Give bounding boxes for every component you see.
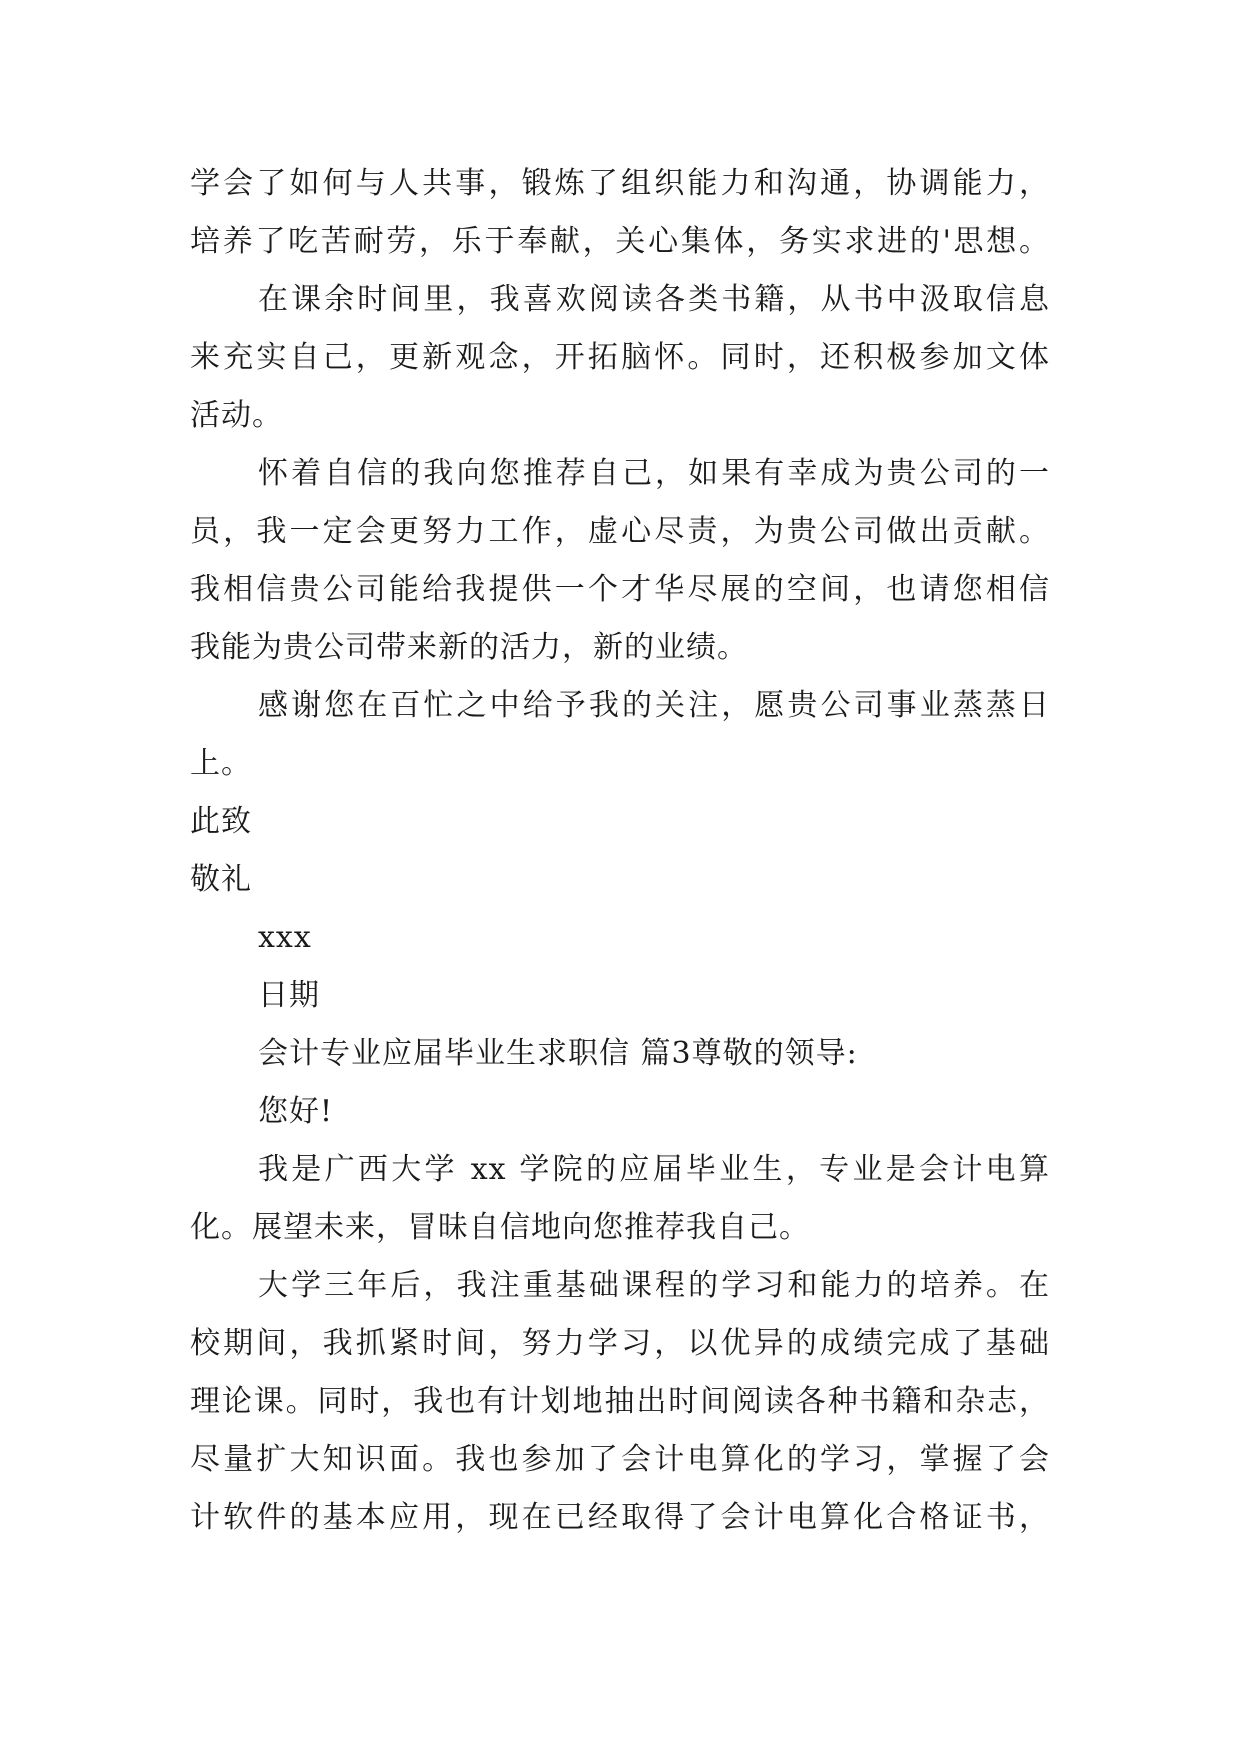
text-line: 我是广西大学 xx 学院的应届毕业生，专业是会计电算 (258, 1152, 1050, 1187)
signature-date: 日期 (258, 978, 320, 1013)
text-line: 怀着自信的我向您推荐自己，如果有幸成为贵公司的一 (258, 456, 1050, 491)
text-line: 大学三年后，我注重基础课程的学习和能力的培养。在 (258, 1268, 1050, 1303)
text-line: 学会了如何与人共事，锻炼了组织能力和沟通，协调能力， (190, 166, 1050, 201)
text-line: 我相信贵公司能给我提供一个才华尽展的空间，也请您相信 (190, 572, 1050, 607)
text-line: 活动。 (190, 398, 283, 433)
text-line: 理论课。同时，我也有计划地抽出时间阅读各种书籍和杂志， (190, 1384, 1050, 1419)
text-line: 员，我一定会更努力工作，虚心尽责，为贵公司做出贡献。 (190, 514, 1050, 549)
text-line: 校期间，我抓紧时间，努力学习，以优异的成绩完成了基础 (190, 1326, 1050, 1361)
text-line: 来充实自己，更新观念，开拓脑怀。同时，还积极参加文体 (190, 340, 1050, 375)
text-line: 培养了吃苦耐劳，乐于奉献，关心集体，务实求进的'思想。 (190, 224, 1050, 259)
text-line: 尽量扩大知识面。我也参加了会计电算化的学习，掌握了会 (190, 1442, 1050, 1477)
text-line: 感谢您在百忙之中给予我的关注，愿贵公司事业蒸蒸日 (258, 688, 1050, 723)
closing-salutation: 此致 (190, 804, 252, 839)
text-line: 我能为贵公司带来新的活力，新的业绩。 (190, 630, 748, 665)
text-line: 上。 (190, 746, 252, 781)
text-line: 化。展望未来，冒昧自信地向您推荐我自己。 (190, 1210, 810, 1245)
text-line: 计软件的基本应用，现在已经取得了会计电算化合格证书， (190, 1500, 1050, 1535)
greeting: 您好! (258, 1094, 334, 1129)
closing-respect: 敬礼 (190, 862, 252, 897)
document-body (190, 155, 1050, 1547)
text-line: 在课余时间里，我喜欢阅读各类书籍，从书中汲取信息 (258, 282, 1050, 317)
section-heading: 会计专业应届毕业生求职信 篇3尊敬的领导: (258, 1036, 858, 1071)
signature-name: xxx (258, 920, 312, 955)
